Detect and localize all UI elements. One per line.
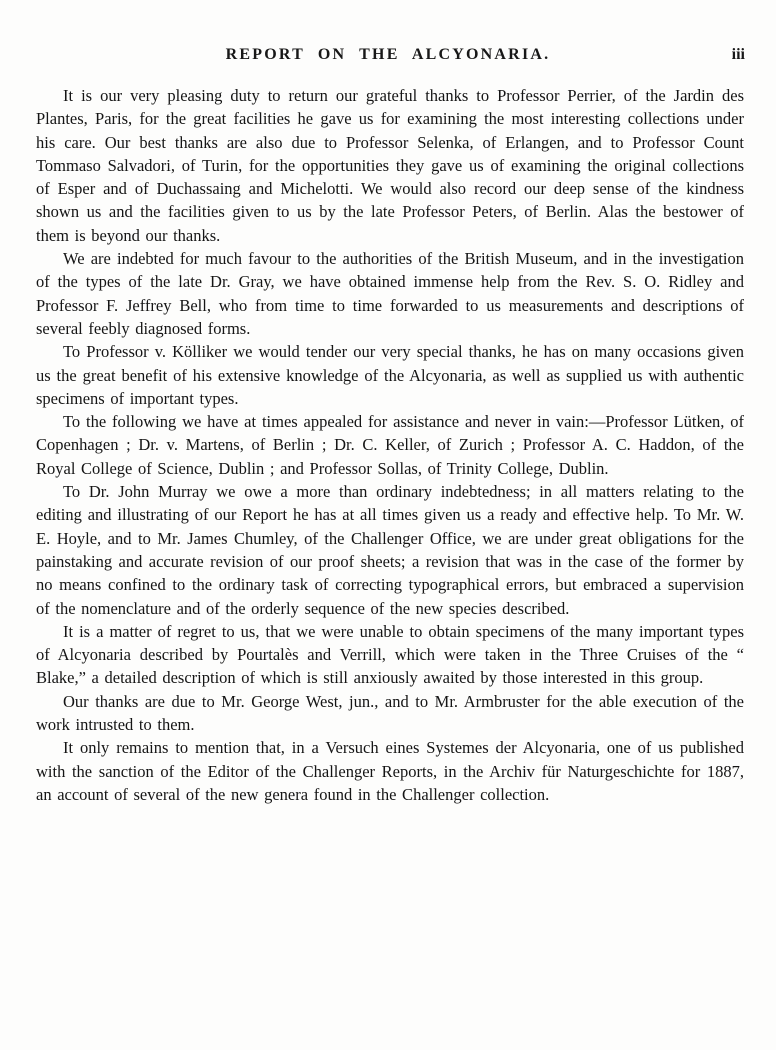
paragraph: It is our very pleasing duty to return our grateful thanks to Professor Perrier, of the Jardin des Plantes, Paris, for the great facilities he gave us for examining the most interesting collections under his care. Our best thanks are also due to Professor Selenka, of Erlangen, and to Professor Count Tommaso Salvadori, of Turin, for the opportunities they gave us of examining the original collections of Esper and of Duchassaing and Michelotti. We would also record our deep sense of the kindness shown us and the facilities given to us by the late Professor Peters, of Berlin. Alas the bestower of them is beyond our thanks. (36, 86, 744, 245)
paragraph: Our thanks are due to Mr. George West, jun., and to Mr. Armbruster for the able execution of the work intrusted to them. (36, 691, 744, 735)
paragraph: It only remains to mention that, in a Versuch eines Systemes der Alcyonaria, one of us published with the sanction of the Editor of the Challenger Reports, in the Archiv für Naturgeschichte for 1887, an account of several of the new genera found in the Challenger collection. (36, 738, 744, 804)
page-number: iii (731, 46, 745, 63)
page-header (0, 46, 776, 70)
paragraph: To Dr. John Murray we owe a more than ordinary indebtedness; in all matters relating to the editing and illustrating of our Report he has at all times given us a ready and effective help. To Mr. W. E. Hoyle, and to Mr. James Chumley, of the Challenger Office, we are under great obligations for the painstaking and accurate revision of our proof sheets; a revision that was in the case of the former by no means confined to the ordinary task of correcting typographical errors, but embraced a supervision of the nomenclature and of the orderly sequence of the new species described. (36, 482, 744, 618)
paragraph: To the following we have at times appealed for assistance and never in vain:—Professor Lütken, of Copenhagen ; Dr. v. Martens, of Berlin ; Dr. C. Keller, of Zurich ; Professor A. C. Haddon, of the Royal College of Science, Dublin ; and Professor Sollas, of Trinity College, Dublin. (36, 412, 744, 478)
paragraph: We are indebted for much favour to the authorities of the British Museum, and in the investigation of the types of the late Dr. Gray, we have obtained immense help from the Rev. S. O. Ridley and Professor F. Jeffrey Bell, who from time to time forwarded to us measurements and descriptions of several feebly diagnosed forms. (36, 249, 744, 338)
running-title: REPORT ON THE ALCYONARIA. (225, 46, 551, 63)
paragraph: It is a matter of regret to us, that we were unable to obtain specimens of the many important types of Alcyonaria described by Pourtalès and Verrill, which were taken in the Three Cruises of the “ Blake,” a detailed description of which is still anxiously awaited by those interested in this group. (36, 621, 744, 688)
page-body (36, 84, 744, 806)
paragraph: To Professor v. Kölliker we would tender our very special thanks, he has on many occasions given us the great benefit of his extensive knowledge of the Alcyonaria, as well as supplied us with authentic specimens of important types. (36, 342, 744, 408)
